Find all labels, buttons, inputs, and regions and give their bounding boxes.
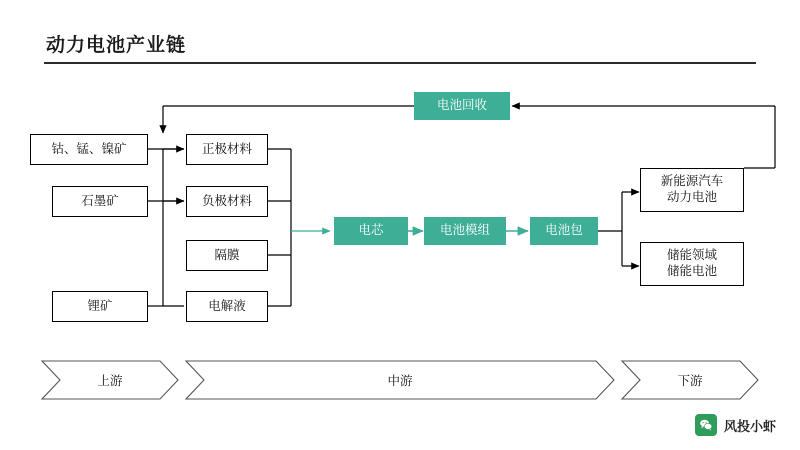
footer-account-name: 风投小虾 bbox=[723, 418, 776, 434]
stream-banner-midstream bbox=[186, 361, 614, 399]
stream-banner-upstream bbox=[42, 361, 178, 399]
box-battery-pack[interactable]: 电池包 bbox=[530, 217, 598, 245]
box-cobalt-manganese-nickel-ore[interactable]: 钴、锰、镍矿 bbox=[30, 134, 148, 165]
page-title: 动力电池产业链 bbox=[46, 35, 187, 56]
box-battery-module[interactable]: 电池模组 bbox=[424, 217, 506, 245]
stream-banner-downstream bbox=[622, 361, 758, 399]
footer-account[interactable] bbox=[695, 414, 776, 436]
box-battery-recycling[interactable]: 电池回收 bbox=[414, 92, 510, 120]
box-ev-power-battery[interactable]: 新能源汽车 动力电池 bbox=[640, 168, 744, 212]
title-divider bbox=[44, 62, 756, 64]
stream-label-midstream: 中游 bbox=[387, 374, 413, 388]
wechat-icon bbox=[695, 414, 717, 436]
box-anode-material[interactable]: 负极材料 bbox=[186, 186, 268, 217]
box-battery-cell[interactable]: 电芯 bbox=[334, 217, 408, 245]
box-cathode-material[interactable]: 正极材料 bbox=[186, 134, 268, 165]
box-lithium-ore[interactable]: 锂矿 bbox=[52, 291, 148, 322]
box-electrolyte[interactable]: 电解液 bbox=[186, 291, 268, 322]
stream-label-upstream: 上游 bbox=[97, 374, 123, 388]
box-separator[interactable]: 隔膜 bbox=[186, 240, 268, 271]
box-energy-storage-battery[interactable]: 储能领域 储能电池 bbox=[640, 242, 744, 286]
box-graphite-ore[interactable]: 石墨矿 bbox=[52, 186, 148, 217]
stream-label-downstream: 下游 bbox=[677, 374, 703, 388]
